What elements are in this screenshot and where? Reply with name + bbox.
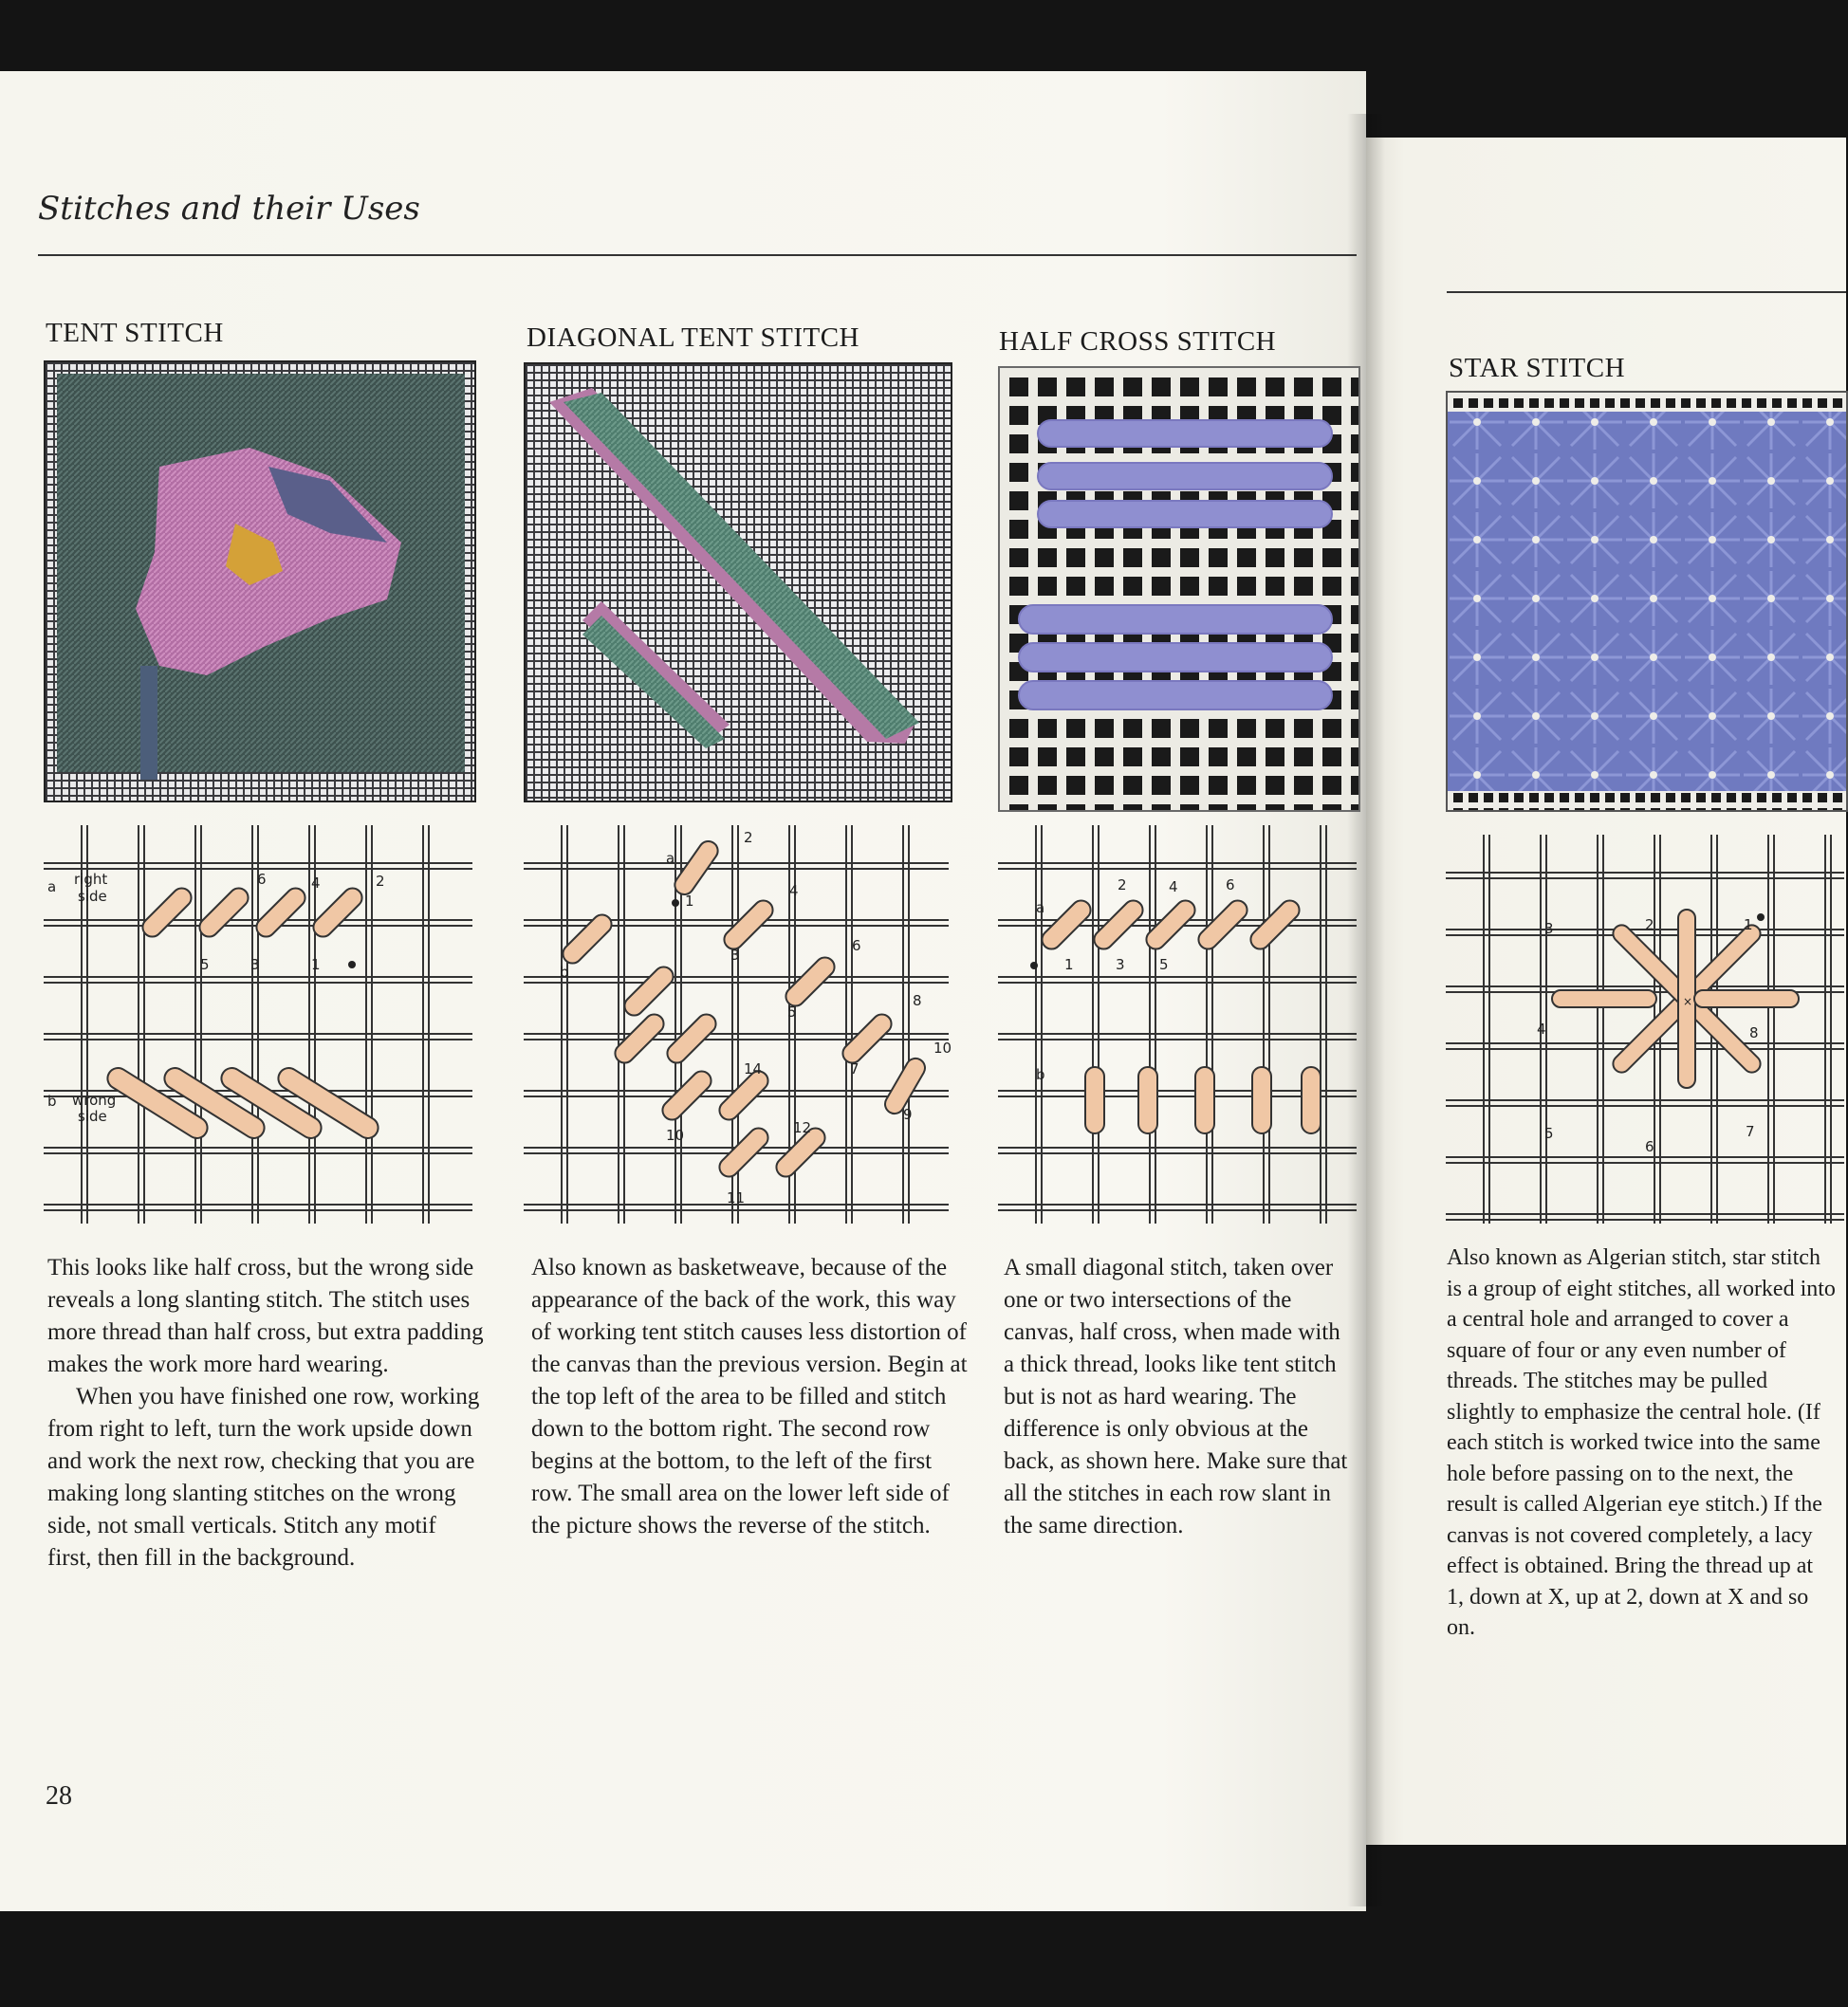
- diagonal-diagram-label: a: [666, 850, 675, 867]
- half-cross-stitch-text: [1004, 1252, 1357, 1542]
- star-diagram-label: 1: [1744, 916, 1753, 933]
- tent-diagram-label: a: [47, 878, 57, 895]
- half-cross-diagram-label: b: [1036, 1066, 1045, 1083]
- diagonal-tent-stitch-title: DIAGONAL TENT STITCH: [527, 322, 859, 353]
- tent-stitch-title: TENT STITCH: [46, 318, 224, 348]
- tent-diagram-label: b: [47, 1093, 57, 1110]
- diagonal-diagram-label: 4: [789, 882, 799, 899]
- page-number: 28: [46, 1781, 72, 1811]
- diagonal-diagram-label: 14: [744, 1060, 763, 1077]
- half-cross-stitch-title: HALF CROSS STITCH: [999, 326, 1277, 357]
- star-diagram-label: 8: [1749, 1024, 1759, 1041]
- star-diagram-label: 6: [1645, 1138, 1654, 1155]
- diagonal-paragraph-1: Also known as basketweave, because of the appearance of the back of the work, this way of working tent stitch causes less distortion of the canvas than the previous version. Begin at the top left of the area to be filled and stitch down to the bottom right. The second row begins at the bottom, to the left of the first row. The small area on the lower left side of the picture shows the reverse of the stitch.: [531, 1255, 968, 1538]
- half-cross-diagram-label: a: [1036, 899, 1045, 916]
- half-cross-stitch-photo: [998, 366, 1360, 812]
- star-stitch-diagram: [1446, 835, 1844, 1224]
- diagonal-diagram-label: 9: [903, 1106, 913, 1123]
- star-diagram-label: 3: [1544, 920, 1554, 937]
- star-stitch-text: [1447, 1243, 1836, 1644]
- tent-stitch-diagram: [44, 825, 472, 1224]
- tent-diagram-label: 3: [250, 956, 260, 973]
- diagonal-diagram-label: 12: [793, 1119, 812, 1136]
- tent-diagram-label: 5: [200, 956, 210, 973]
- star-stitch-photo: [1446, 391, 1848, 812]
- tent-paragraph-2: When you have finished one row, working from right to left, turn the work upside down and work the next row, checking that you are making long slanting stitches on the wrong side, not small verticals. Stitch any motif first, then fill in the background.: [47, 1384, 480, 1571]
- star-stitch-title: STAR STITCH: [1449, 353, 1626, 383]
- tent-diagram-label: wrong: [72, 1092, 117, 1109]
- diagonal-diagram-label: 5: [787, 1004, 797, 1021]
- tent-stitch-photo: [44, 360, 476, 802]
- half-cross-diagram-label: 1: [1064, 956, 1074, 973]
- tent-diagram-label: 2: [376, 873, 385, 890]
- half-cross-diagram-label: 5: [1159, 956, 1169, 973]
- star-paragraph-1: Also known as Algerian stitch, star stitch is a group of eight stitches, all worked into a central hole and arranged to cover a square of four or any even number of threads. The stitches may be pulled slightly to emphasize the central hole. (If each stitch is worked twice into the same hole before passing on to the next, the result is called Algerian eye stitch.) If the canvas is not covered completely, a lacy effect is obtained. Bring the thread up at 1, down at X, up at 2, down at X and so on.: [1447, 1245, 1836, 1640]
- diagonal-diagram-label: b: [560, 964, 569, 981]
- half-cross-diagram-label: 6: [1226, 876, 1235, 893]
- diagonal-diagram-label: 11: [727, 1189, 746, 1206]
- diagonal-diagram-label: 3: [730, 947, 740, 964]
- half-cross-diagram-label: 4: [1169, 878, 1178, 895]
- diagonal-tent-stitch-diagram: [524, 825, 952, 1224]
- tent-stitch-text: [47, 1252, 484, 1574]
- tent-diagram-label: 1: [311, 956, 321, 973]
- svg-text:×: ×: [1683, 995, 1693, 1008]
- diagonal-tent-stitch-text: [531, 1252, 968, 1542]
- half-cross-stitch-diagram: [998, 825, 1357, 1224]
- star-diagram-label: 2: [1645, 916, 1654, 933]
- diagonal-diagram-label: 6: [852, 937, 861, 954]
- diagonal-diagram-label: 10: [933, 1040, 952, 1057]
- tent-diagram-label: 4: [311, 875, 321, 892]
- diagonal-diagram-label: 8: [913, 992, 922, 1009]
- tent-diagram-label: side: [78, 888, 107, 905]
- running-head: Stitches and their Uses: [38, 190, 420, 228]
- header-rule-right: [1447, 291, 1846, 293]
- half-cross-diagram-label: 2: [1118, 876, 1127, 893]
- half-cross-diagram-label: 3: [1116, 956, 1125, 973]
- tent-diagram-label: right: [74, 871, 108, 888]
- diagonal-tent-stitch-photo: [524, 362, 952, 802]
- star-diagram-label: 5: [1544, 1125, 1554, 1142]
- tent-paragraph-1: This looks like half cross, but the wrong side reveals a long slanting stitch. The stitch uses more thread than half cross, but extra padding makes the work more hard wearing.: [47, 1255, 484, 1377]
- half-cross-paragraph-1: A small diagonal stitch, taken over one or two intersections of the canvas, half cross, when made with a thick thread, looks like tent stitch but is not as hard wearing. The difference is only obvious at the back, as shown here. Make sure that all the stitches in each row slant in the same direction.: [1004, 1255, 1348, 1538]
- star-diagram-label: 7: [1746, 1123, 1755, 1140]
- diagonal-diagram-label: 1: [685, 893, 694, 910]
- star-diagram-label: 4: [1537, 1021, 1546, 1038]
- diagonal-diagram-label: 2: [744, 829, 753, 846]
- diagonal-diagram-label: 7: [850, 1060, 859, 1077]
- diagonal-diagram-label: 10: [666, 1127, 685, 1144]
- tent-diagram-label: side: [78, 1108, 107, 1125]
- header-rule: [38, 254, 1357, 256]
- tent-diagram-label: 6: [257, 871, 267, 888]
